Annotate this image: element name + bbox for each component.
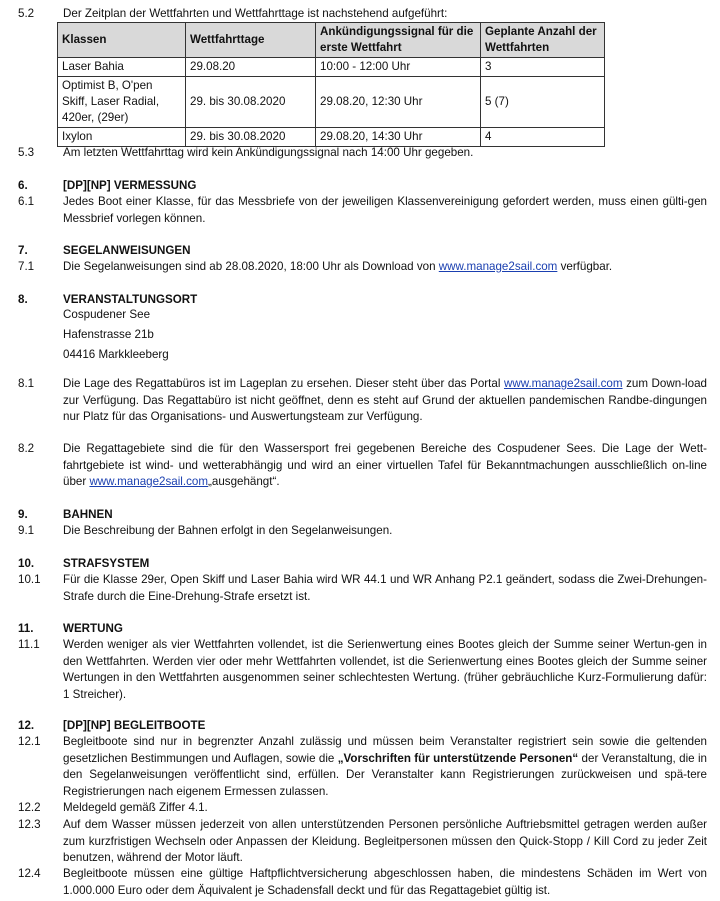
manage2sail-link[interactable]: www.manage2sail.com <box>438 260 558 273</box>
section-number: 10. <box>18 557 35 570</box>
clause-text: Jedes Boot einer Klasse, für das Messbriefe von der jeweiligen Klassenvereinigung gefordert werden, muss einen gülti-gen Messbrief vorlegen können. <box>63 195 707 225</box>
clause-text: Werden weniger als vier Wettfahrten vollendet, ist die Serienwertung eines Bootes gleich der Summe seiner Wertun-gen in den Wettfahrten. Werden vier oder mehr Wettfahrten vollendet, ist die Serienwertung eines Bootes gleich der Summe seiner Wertungen in den Wettfahrten ausgenommen seiner schlechtesten Wertung. (früher gebräuchliche Kurz-Formulierung dafür: 1 Streicher). <box>63 638 707 701</box>
table-cell: 29.08.20 <box>186 58 316 77</box>
clause-text: Die Beschreibung der Bahnen erfolgt in den Segelanweisungen. <box>63 524 393 537</box>
table-row <box>58 58 605 77</box>
clause-text-part: Die Segelanweisungen sind ab 28.08.2020, 18:00 Uhr als Download von <box>63 260 439 273</box>
schedule-table <box>57 22 605 147</box>
section-title: WERTUNG <box>63 622 123 635</box>
address-line: 04416 Markkleeberg <box>63 348 169 361</box>
clause-text-part: Die Lage des Regattabüros ist im Lageplan zu ersehen. Dieser steht über das Portal <box>63 377 504 390</box>
table-cell: Laser Bahia <box>58 58 186 77</box>
table-header: Geplante Anzahl der Wettfahrten <box>481 23 605 58</box>
clause-number: 10.1 <box>18 573 41 586</box>
table-cell: 10:00 - 12:00 Uhr <box>316 58 481 77</box>
clause-text: Der Zeitplan der Wettfahrten und Wettfahrttage ist nachstehend aufgeführt: <box>63 7 448 20</box>
table-row <box>58 77 605 128</box>
clause-number: 6.1 <box>18 195 35 208</box>
table-cell: Ixylon <box>58 128 186 147</box>
section-title: VERANSTALTUNGSORT <box>63 293 198 306</box>
section-number: 9. <box>18 508 28 521</box>
section-number: 6. <box>18 179 28 192</box>
table-header: Ankündigungssignal für die erste Wettfahrt <box>316 23 481 58</box>
clause-text: Am letzten Wettfahrttag wird kein Ankündigungssignal nach 14:00 Uhr gegeben. <box>63 146 474 159</box>
clause-text-part: zum Down-load zur Verfügung. Das Regattabüro ist nicht geöffnet, denn es steht auf Grund der aktuellen pandemischen Randbe-dingungen nur Platz für das Organisations- und Auswertungsteam zur Verfügung. <box>63 377 707 423</box>
clause-number: 9.1 <box>18 524 35 537</box>
table-cell: 3 <box>481 58 605 77</box>
clause-text-part: Begleitboote sind nur in begrenzter Anzahl zulässig und müssen beim Veranstalter registriert sein sowie die geltenden gesetzlichen Bestimmungen und Auflagen, sowie die <box>63 735 707 765</box>
clause-text: Meldegeld gemäß Ziffer 4.1. <box>63 801 208 814</box>
section-title: STRAFSYSTEM <box>63 557 150 570</box>
table-cell: 29. bis 30.08.2020 <box>186 77 316 128</box>
table-row <box>58 128 605 147</box>
table-header: Klassen <box>58 23 186 58</box>
clause-number: 12.3 <box>18 818 41 831</box>
address-line: Cospudener See <box>63 308 151 321</box>
venue-address <box>63 305 169 365</box>
clause-text-part: verfügbar. <box>557 260 613 273</box>
clause-number: 12.2 <box>18 801 41 814</box>
clause-text: Begleitboote müssen eine gültige Haftpflichtversicherung abgeschlossen haben, die mindestens Schäden im Wert von 1.000.000 Euro oder dem Äquivalent je Schadensfall deckt und für das Regattagebiet gültig ist. <box>63 867 707 897</box>
clause-number: 5.3 <box>18 146 35 159</box>
clause-number: 8.1 <box>18 377 35 390</box>
clause-text <box>63 441 707 491</box>
clause-number: 7.1 <box>18 260 35 273</box>
section-title: [DP][NP] VERMESSUNG <box>63 179 197 192</box>
clause-number: 12.1 <box>18 735 41 748</box>
clause-number: 8.2 <box>18 442 35 455</box>
clause-text-part: der Veranstaltung, die in den Segelanweisungen veröffentlicht sind, erfüllen. Der Veranstalter kann Registrierungen zurückweisen und spä-tere Registrierungen nach eigenem Ermessen zulassen. <box>63 751 707 798</box>
clause-text-bold: „Vorschriften für unterstützende Personen“ <box>337 751 579 765</box>
clause-text-part: „ausgehängt“. <box>208 475 280 488</box>
section-number: 11. <box>18 622 34 635</box>
manage2sail-link[interactable]: www.manage2sail.com <box>503 377 623 390</box>
table-cell: 4 <box>481 128 605 147</box>
manage2sail-link[interactable]: www.manage2sail.com <box>89 475 209 488</box>
table-cell: 5 (7) <box>481 77 605 128</box>
section-title: BAHNEN <box>63 508 113 521</box>
clause-number: 5.2 <box>18 7 35 20</box>
section-number: 7. <box>18 244 28 257</box>
clause-number: 12.4 <box>18 867 41 880</box>
table-header-row <box>58 23 605 58</box>
clause-text <box>63 259 707 276</box>
address-line: Hafenstrasse 21b <box>63 328 154 341</box>
section-number: 12. <box>18 719 35 732</box>
section-number: 8. <box>18 293 28 306</box>
table-cell: 29. bis 30.08.2020 <box>186 128 316 147</box>
table-header: Wettfahrttage <box>186 23 316 58</box>
clause-text <box>63 376 707 426</box>
section-title: [DP][NP] BEGLEITBOOTE <box>63 719 206 732</box>
clause-text-part: Die Regattagebiete sind die für den Wassersport frei gegebenen Bereiche des Cospudener Sees. Die Lage der Wett-fahrtgebiete ist wind- und wetterabhängig und wird an einer virtuellen Tafel für Bekanntmachungen ausschließlich on-line über <box>63 442 707 488</box>
table-cell: 29.08.20, 12:30 Uhr <box>316 77 481 128</box>
table-cell: 29.08.20, 14:30 Uhr <box>316 128 481 147</box>
section-title: SEGELANWEISUNGEN <box>63 244 191 257</box>
clause-text: Für die Klasse 29er, Open Skiff und Laser Bahia wird WR 44.1 und WR Anhang P2.1 geändert, sodass die Zwei-Drehungen-Strafe durch die Eine-Drehung-Strafe ersetzt ist. <box>63 573 707 603</box>
clause-number: 11.1 <box>18 638 40 651</box>
clause-text <box>63 734 707 800</box>
clause-text: Auf dem Wasser müssen jederzeit von allen unterstützenden Personen persönliche Auftriebsmittel getragen werden außer zum kurzfristigen Wechseln oder Anpassen der Kleidung. Begleitpersonen müssen den Quick-Stopp / Kill Cord zu jeder Zeit benutzen, während der Motor läuft. <box>63 818 707 864</box>
table-cell: Optimist B, O'pen Skiff, Laser Radial, 420er, (29er) <box>58 77 186 128</box>
